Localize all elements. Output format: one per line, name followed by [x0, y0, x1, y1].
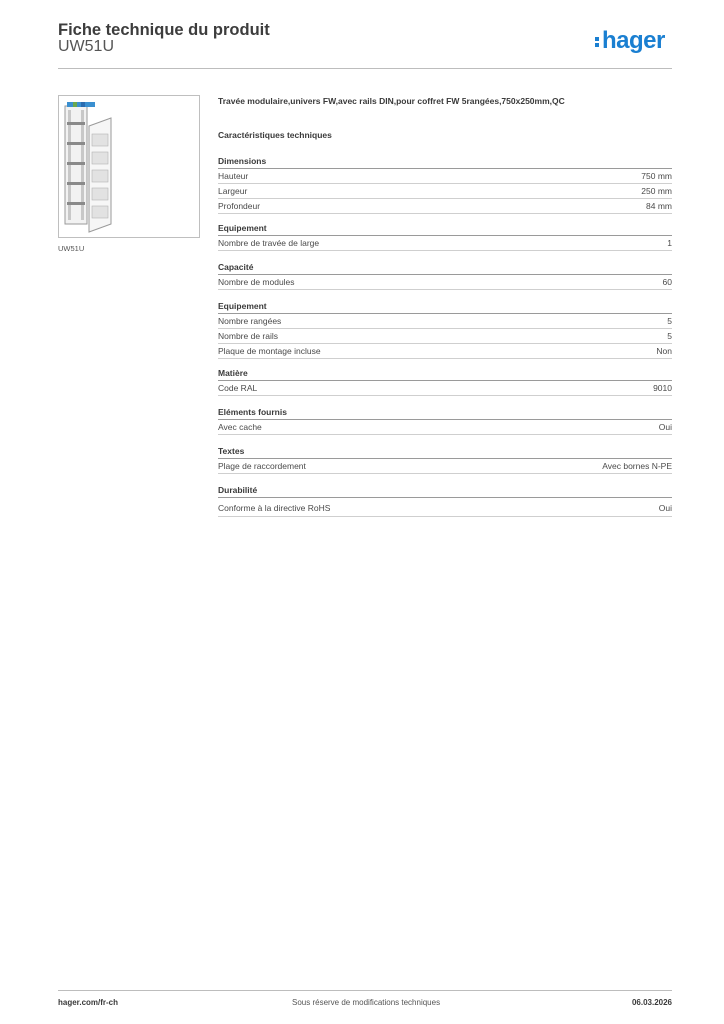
brand-logo	[595, 27, 665, 55]
spec-row	[218, 199, 672, 214]
spec-label: Plage de raccordement	[218, 461, 306, 471]
spec-value: 250 mm	[641, 186, 672, 196]
spec-row	[218, 420, 672, 435]
product-description: Travée modulaire,univers FW,avec rails DIN,pour coffret FW 5rangées,750x250mm,QC	[218, 96, 565, 106]
page-title: Fiche technique du produit	[58, 21, 270, 39]
section-equipement	[218, 222, 672, 251]
section-title: Equipement	[218, 222, 672, 236]
section-matiere	[218, 367, 672, 396]
section-title: Capacité	[218, 261, 672, 275]
spec-label: Conforme à la directive RoHS	[218, 503, 331, 513]
section-equipement-2	[218, 300, 672, 359]
spec-value: 9010	[653, 383, 672, 393]
spec-row	[218, 381, 672, 396]
spec-value: 750 mm	[641, 171, 672, 181]
spec-label: Avec cache	[218, 422, 262, 432]
spec-row	[218, 500, 672, 517]
section-durabilite	[218, 484, 672, 517]
footer-disclaimer: Sous réserve de modifications techniques	[292, 998, 441, 1007]
spec-label: Hauteur	[218, 171, 249, 181]
spec-label: Nombre de modules	[218, 277, 295, 287]
spec-label: Nombre de rails	[218, 331, 278, 341]
product-illustration-icon	[59, 96, 199, 237]
spec-row	[218, 184, 672, 199]
spec-label: Largeur	[218, 186, 248, 196]
spec-row	[218, 459, 672, 474]
spec-value: Avec bornes N-PE	[602, 461, 672, 471]
image-caption: UW51U	[58, 244, 85, 253]
section-textes	[218, 445, 672, 474]
spec-row	[218, 314, 672, 329]
footer-date: 06.03.2026	[631, 998, 672, 1007]
spec-value: 84 mm	[646, 201, 672, 211]
spec-label: Profondeur	[218, 201, 261, 211]
spec-label: Plaque de montage incluse	[218, 346, 321, 356]
product-code: UW51U	[58, 38, 115, 55]
section-title: Eléments fournis	[218, 406, 672, 420]
logo-dots-icon	[595, 35, 600, 49]
section-elements-fournis	[218, 406, 672, 435]
spec-row	[218, 329, 672, 344]
header-divider	[58, 68, 672, 69]
spec-label: Nombre de travée de large	[218, 238, 320, 248]
section-title: Equipement	[218, 300, 672, 314]
footer-website: hager.com/fr-ch	[58, 998, 119, 1007]
spec-value: Non	[656, 346, 672, 356]
spec-value: 5	[667, 331, 672, 341]
spec-value: Oui	[658, 503, 672, 513]
spec-row	[218, 236, 672, 251]
footer-divider	[58, 990, 672, 991]
spec-row	[218, 275, 672, 290]
brand-name: hager	[602, 27, 665, 54]
spec-label: Code RAL	[218, 383, 258, 393]
spec-label: Nombre rangées	[218, 316, 282, 326]
spec-value: 60	[662, 277, 672, 287]
section-title: Dimensions	[218, 155, 672, 169]
section-dimensions	[218, 155, 672, 214]
spec-value: Oui	[658, 422, 672, 432]
spec-value: 1	[667, 238, 672, 248]
section-title: Durabilité	[218, 484, 672, 498]
section-capacite	[218, 261, 672, 290]
spec-row	[218, 344, 672, 359]
product-image	[58, 95, 200, 238]
specs-title: Caractéristiques techniques	[218, 130, 332, 140]
section-title: Matière	[218, 367, 672, 381]
section-title: Textes	[218, 445, 672, 459]
spec-value: 5	[667, 316, 672, 326]
spec-row	[218, 169, 672, 184]
